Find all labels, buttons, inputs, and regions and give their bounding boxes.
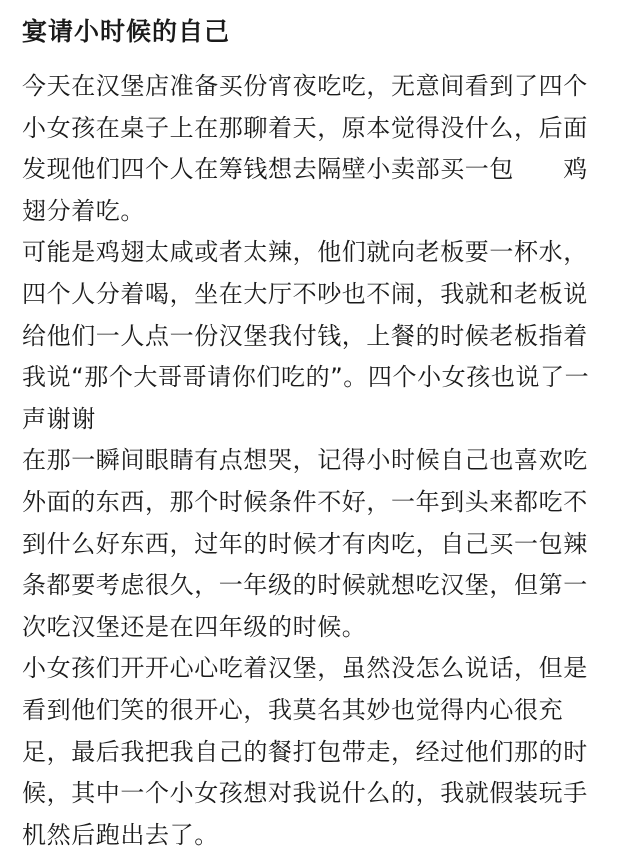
- body-line: 看到他们笑的很开心，我莫名其妙也觉得内心很充: [22, 695, 564, 724]
- body-line: 我说“那个大哥哥请你们吃的”。四个小女孩也说了一: [22, 363, 590, 392]
- body-line: 候，其中一个小女孩想对我说什么的，我就假装玩手: [22, 779, 588, 808]
- body-line: 可能是鸡翅太咸或者太辣，他们就向老板要一杯水，: [22, 238, 588, 267]
- body-line: 到什么好东西，过年的时候才有肉吃，自己买一包辣: [22, 529, 588, 558]
- body-line: 四个人分着喝，坐在大厅不吵也不闹，我就和老板说: [22, 279, 588, 308]
- post-title: 宴请小时候的自己: [22, 17, 231, 46]
- body-line: 发现他们四个人在筹钱想去隔壁小卖部买一包 鸡: [22, 155, 588, 184]
- body-line: 次吃汉堡还是在四年级的时候。: [22, 612, 367, 641]
- body-line: 外面的东西，那个时候条件不好，一年到头来都吃不: [22, 487, 588, 516]
- body-line: 条都要考虑很久，一年级的时候就想吃汉堡，但第一: [22, 571, 588, 600]
- body-line: 机然后跑出去了。: [22, 820, 219, 849]
- post-body: [22, 66, 622, 856]
- body-line: 小女孩在桌子上在那聊着天，原本觉得没什么，后面: [22, 113, 588, 142]
- body-line: 在那一瞬间眼睛有点想哭，记得小时候自己也喜欢吃: [22, 446, 588, 475]
- post: [22, 0, 622, 856]
- body-line: 小女孩们开开心心吃着汉堡，虽然没怎么说话，但是: [22, 654, 588, 683]
- body-line: 足，最后我把我自己的餐打包带走，经过他们那的时: [22, 737, 588, 766]
- body-line: 声谢谢: [22, 404, 96, 433]
- body-line: 给他们一人点一份汉堡我付钱，上餐的时候老板指着: [22, 321, 588, 350]
- body-line: 翅分着吃。: [22, 196, 145, 225]
- body-line: 今天在汉堡店准备买份宵夜吃吃，无意间看到了四个: [22, 72, 588, 100]
